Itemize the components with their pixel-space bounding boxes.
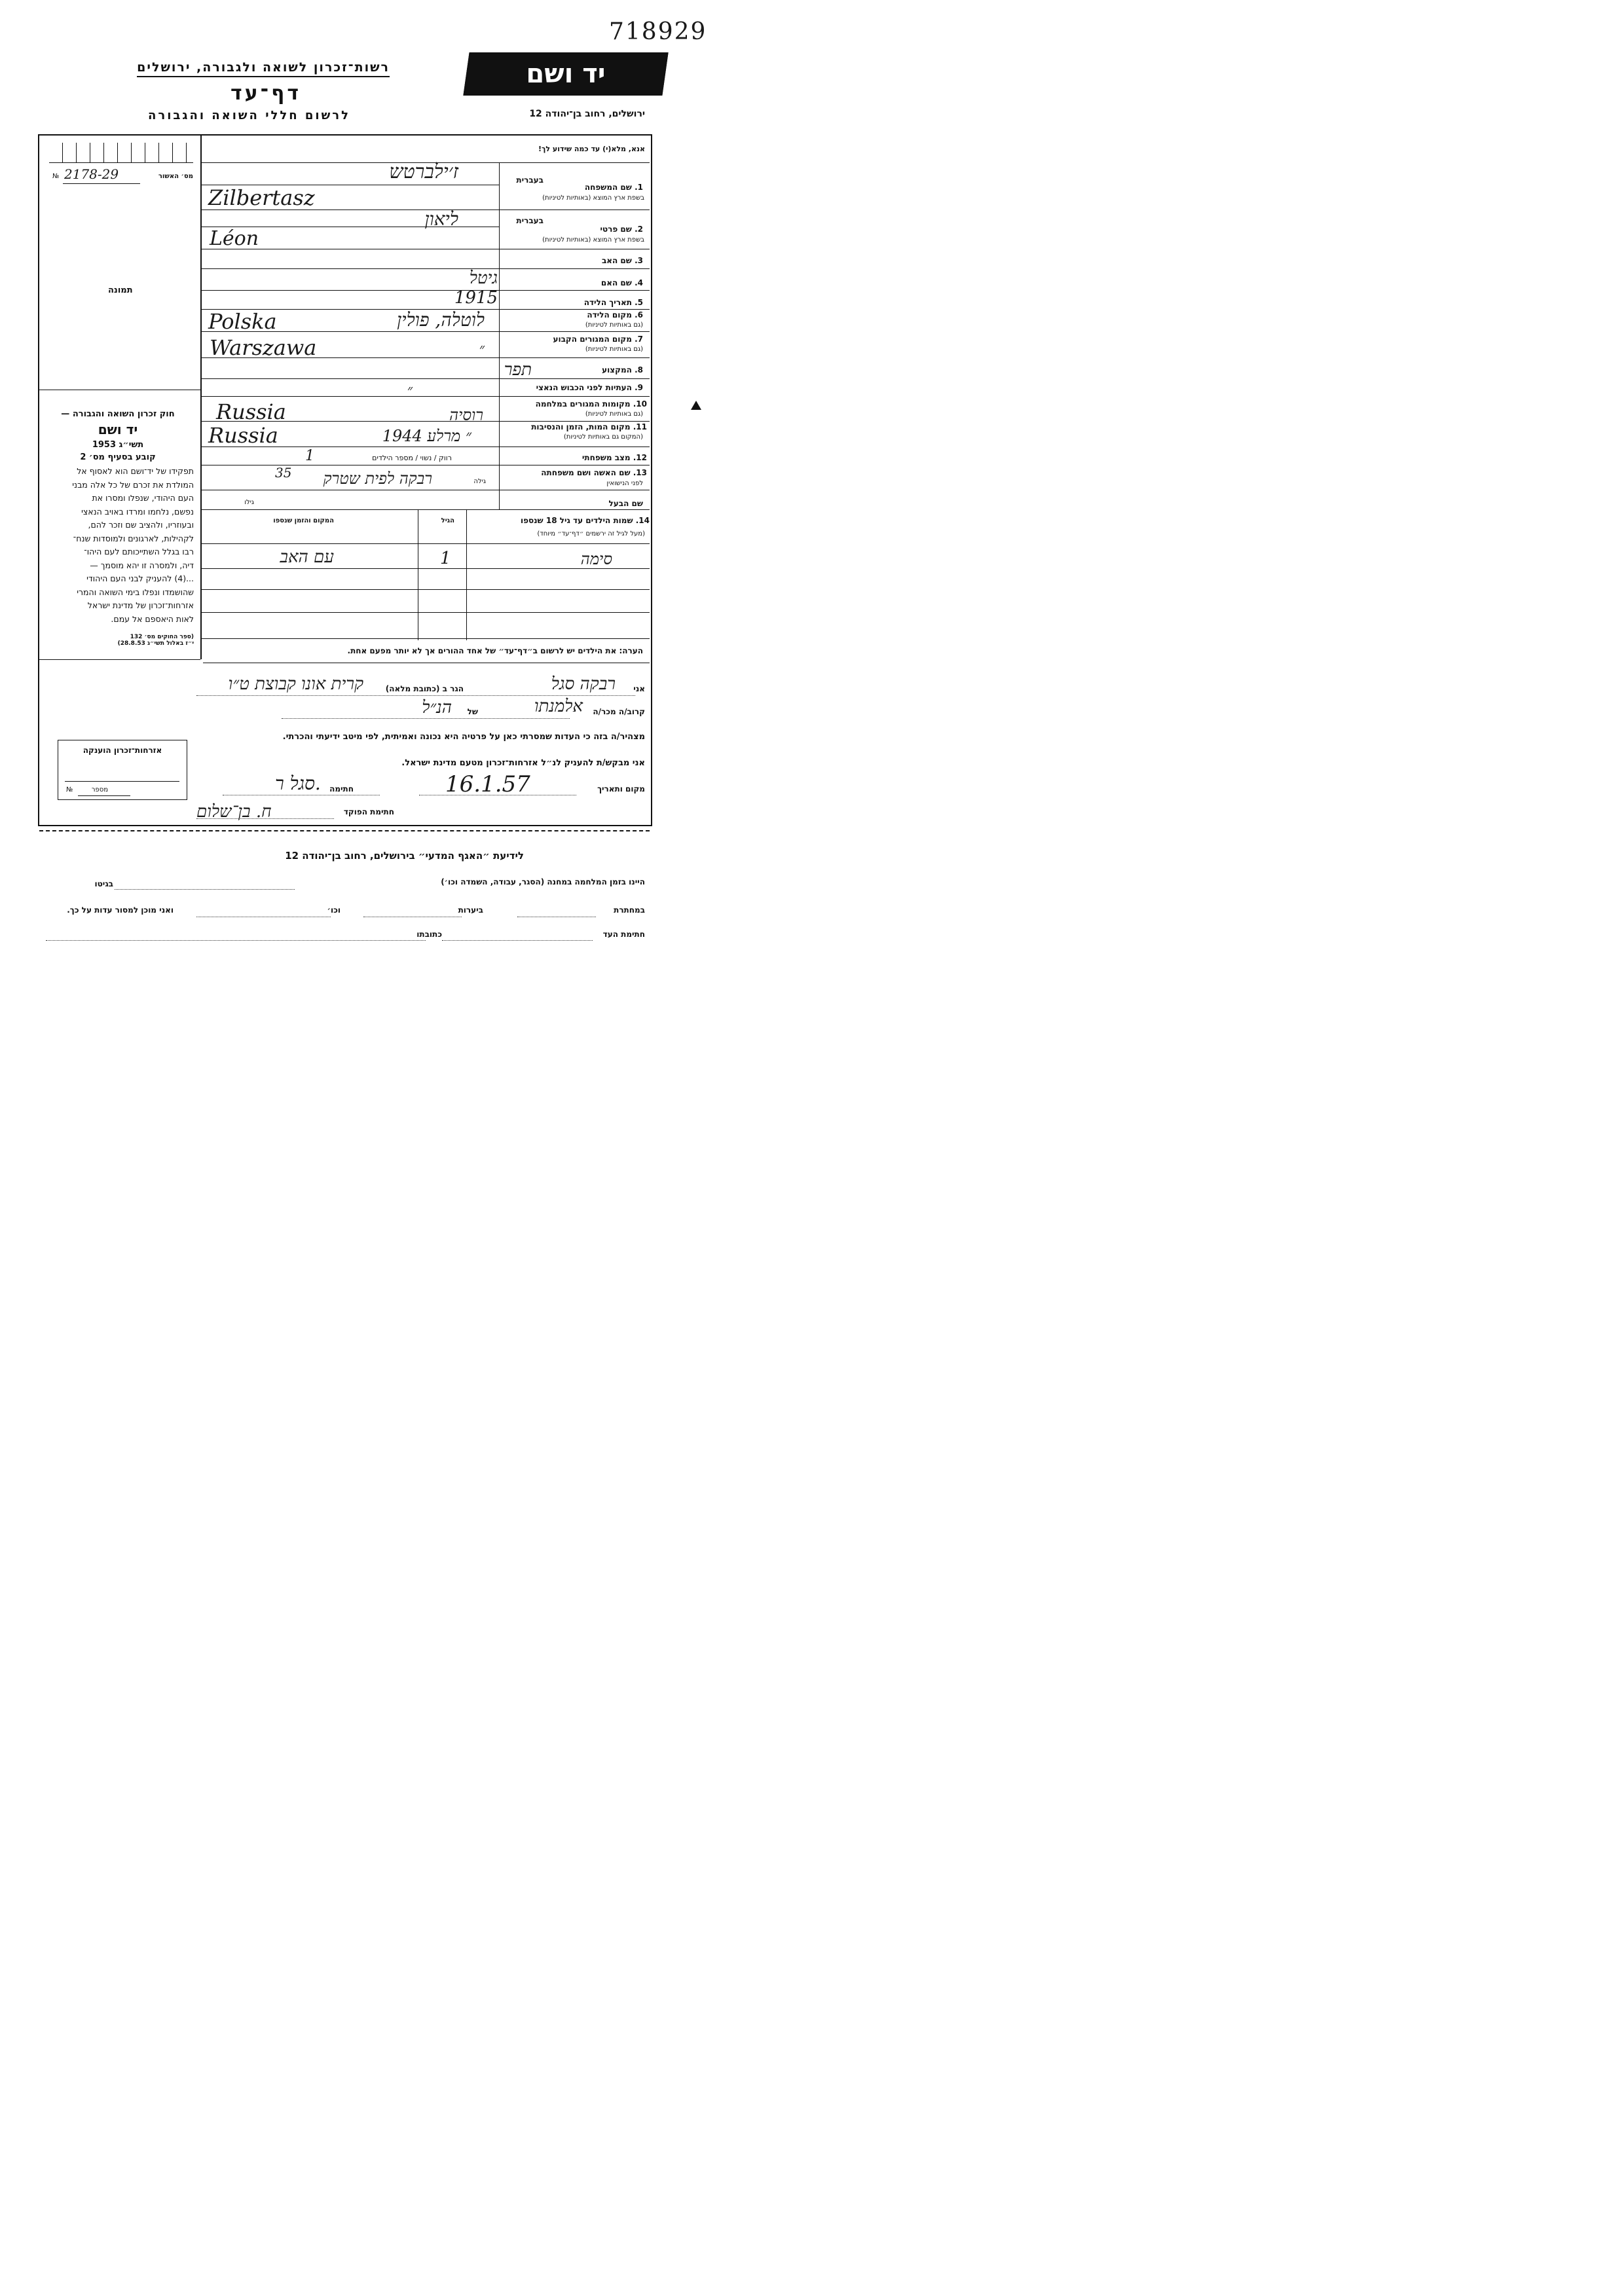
field-1-text: שם המשפחה [584, 183, 632, 192]
field-1-value-he[interactable]: ז׳ילברטש [389, 160, 458, 183]
law-line: שהושמדו ונפלו בימי השואה והמרי [77, 587, 194, 597]
row-10-line [200, 421, 650, 422]
footer-line-1: היינו בזמן המלחמה במחנה (הסגר, עבודה, השמדה וכו׳) [441, 877, 645, 886]
law-l4: קובע בסעיף מס׳ 2 [80, 452, 156, 462]
field-4-num: 4. [635, 278, 643, 287]
origin-note-1: בשפת ארץ המוצא (באותיות לטיניות) [542, 194, 644, 202]
decl-me-label: אני [633, 684, 645, 693]
sidebar-divider [200, 136, 202, 659]
footer-forests: ביערות [458, 905, 483, 915]
field-8-text: המקצוע [602, 365, 632, 374]
field-10-value-he[interactable]: רוסיה [449, 406, 483, 424]
footer-witness-sig: חתימת העד [602, 930, 645, 939]
children-title-text: שמות הילדים עד גיל 18 שנספו [520, 516, 633, 525]
approval-number[interactable]: 2178-29 [64, 166, 119, 182]
field-5-text: תאריך הלידה [583, 298, 632, 307]
row-4-line [200, 290, 650, 291]
law-line: נפשם, נלחמו ומרדו באויב הנאצי [81, 506, 194, 517]
footer-etc: וכו׳ [327, 905, 341, 915]
field-4-value[interactable]: גיטל [469, 268, 498, 288]
hebrew-label-2: בעברית [516, 216, 544, 225]
signature-value[interactable]: סגל ר. [275, 773, 321, 794]
official-signature-value[interactable]: ח. בן־שלום [196, 802, 272, 822]
decl-statement-1: מצהיר/ה בזה כי העדות שמסרתי כאן על פרטיה היא נכונה ואמיתית, לפי מיטב ידיעתי והכרתי. [282, 732, 645, 742]
decl-statement-2: אני מבקש/ת להעניק לנ״ל אזרחות־זכרון מטעם מדינת ישראל. [401, 758, 645, 768]
field-10-value-lat[interactable]: Russia [216, 399, 286, 424]
field-7-num: 7. [635, 335, 643, 344]
footer-rule [39, 830, 650, 831]
approval-label: מס׳ האשור [158, 173, 193, 180]
field-2-label [600, 225, 643, 234]
latin-note-6: (גם באותיות לטיניות) [585, 321, 643, 329]
row-7-line [200, 357, 650, 358]
footer-ghetto: בגיטו [94, 879, 113, 888]
field-11-note: (המקום גם באותיות לטיניות) [563, 433, 643, 441]
field-12-num: 12. [633, 453, 647, 462]
field-6-value-he[interactable]: לוטלה, פולין [397, 309, 485, 331]
law-ref2: י״ז באלול תשי״ג 28.8.53) [117, 640, 194, 647]
decl-line-2 [282, 718, 570, 719]
law-l1: חוק זכרון השואה והגבורה — [61, 409, 175, 419]
citizenship-box [58, 740, 187, 800]
footer-line-3a-fill [442, 940, 593, 941]
law-body [42, 465, 194, 626]
field-6-label [587, 310, 643, 319]
field-13-text: שם האשה ושם משפחתה [541, 468, 631, 477]
field-4-text: שם האם [600, 278, 632, 287]
decl-of-value[interactable]: הנ״ל [422, 698, 452, 718]
corner-id: 718929 [609, 18, 707, 45]
citizenship-title: אזרחות־זכרון הוענקה [83, 746, 162, 755]
children-note: (מעל לגיל זה ירשמים ״דף־עד״ מיוחד) [537, 530, 645, 538]
row-6-line [200, 331, 650, 332]
field-3-num: 3. [635, 256, 643, 265]
children-head-line [200, 543, 650, 544]
citizenship-number-prefix: № [66, 786, 73, 793]
field-1-num: 1. [635, 183, 643, 192]
field-12-label [582, 453, 647, 462]
photo-label: תמונה [108, 285, 133, 295]
footer-underground: במחתרת [614, 905, 645, 915]
citizenship-number-line [78, 795, 130, 796]
field-1-label [585, 183, 643, 192]
children-row-3-line [200, 612, 650, 613]
field-9-text: העתיות לפני הכבוש הנאצי [536, 383, 632, 392]
field-2-value-lat[interactable]: Léon [210, 227, 259, 250]
field-5-num: 5. [635, 298, 643, 307]
wife-age-label: גילה [473, 478, 486, 485]
field-11-value-lat[interactable]: Russia [208, 423, 278, 448]
yad-vashem-logo [463, 52, 668, 96]
doc-title: דף־עד [231, 82, 301, 105]
field-10-label [536, 399, 647, 409]
field-9-value[interactable]: ״ [407, 382, 413, 399]
field-9-num: 9. [635, 383, 643, 392]
field-2-num: 2. [635, 225, 643, 234]
official-signature-label: חתימת הפוקד [343, 807, 394, 816]
law-line: דיה, ולמסרה זו יהא מוסמך — [90, 560, 194, 570]
children-title [521, 516, 650, 525]
approval-underline [63, 183, 140, 184]
decl-residing-label: הגר ב (כתובת מלאה) [385, 684, 464, 693]
authority-line: רשות־זכרון לשואה ולגבורה, ירושלים [137, 60, 390, 77]
field-3-text: שם האב [601, 256, 632, 265]
field-7-value-lat[interactable]: Warszawa [210, 335, 317, 360]
doc-subtitle: לרשום חללי השואה והגבורה [148, 109, 350, 122]
row-8-line [200, 378, 650, 379]
latin-note-7: (גם באותיות לטיניות) [585, 346, 643, 353]
field-10-num: 10. [633, 399, 647, 409]
law-line: העם היהודי, שנפלו ומסרו את [92, 493, 194, 503]
label-divider [499, 162, 500, 509]
children-row-2-line [200, 589, 650, 590]
hebrew-label-1: בעברית [516, 175, 544, 185]
law-line: המולדת את זכרם של כל אלה מבני [72, 479, 194, 490]
field-7-label [553, 335, 644, 344]
decl-line-1 [196, 695, 635, 696]
decl-relation-label: קרוב/ה מכר/ה [593, 707, 645, 716]
official-line [196, 818, 334, 819]
field-1-value-lat[interactable]: Zilbertasz [208, 185, 315, 210]
field-11-text: מקום המות, הזמן והנסיבות [531, 422, 631, 431]
footer-witness-address: כתובתו [416, 930, 442, 939]
children-count[interactable]: 1 [305, 448, 314, 464]
date-value[interactable]: 16.1.57 [445, 771, 530, 797]
field-2-value-he[interactable]: ליאון [424, 208, 458, 230]
law-l3: תשי״ג 1953 [92, 440, 144, 450]
field-8-value[interactable]: תפר [504, 360, 532, 380]
decl-address-value[interactable]: קרית אונו קבוצת ט״ו [228, 674, 363, 694]
place-date-label: מקום ותאריך [597, 784, 645, 793]
field-7-text: מקום המגורים הקבוע [553, 335, 632, 344]
field-11-value-he[interactable]: ״ מרלע 1944 [382, 427, 471, 445]
row-11-line [200, 446, 650, 447]
children-note-footer: הערה: את הילדים יש לרשום ב״דף־עד״ של אחד ההורים אך לא יותר מפעם אחת. [347, 646, 643, 655]
form-intro: אנא, מלא(י) עד כמה שידוע לך! [538, 145, 645, 153]
child-1-age[interactable]: 1 [440, 549, 451, 568]
decl-me-value[interactable]: רבקה סגל [551, 674, 616, 694]
footer-line-1-fill [115, 889, 295, 890]
children-num: 14. [635, 516, 650, 525]
field-13-num: 13. [633, 468, 647, 477]
margin-mark-icon [691, 401, 701, 410]
law-ref1: (ספר החוקים מס׳ 132 [130, 634, 194, 640]
row-3-line [200, 268, 650, 269]
husband-label: שם הבעל [608, 499, 643, 508]
children-col-age: הגיל [441, 517, 454, 524]
decl-of-label: של [467, 707, 478, 716]
law-line: רבו בגלל השתייכותם לעם היהו־ [84, 547, 194, 556]
children-row-4-line [200, 638, 650, 639]
field-2-text: שם פרטי [600, 225, 632, 234]
marital-options: רווק / נשוי / מספר הילדים [372, 454, 452, 462]
field-6-value-lat[interactable]: Polska [208, 309, 277, 334]
logo-text: יד ושם [526, 59, 606, 89]
field-11-label [531, 422, 647, 431]
field-12-text: מצב משפחתי [581, 453, 631, 462]
signature-label: חתימה [329, 784, 354, 793]
row-14-line [200, 509, 650, 510]
latin-note-10: (גם באותיות לטיניות) [585, 410, 643, 418]
field-6-text: מקום הלידה [587, 310, 632, 319]
citizenship-rule [65, 781, 179, 782]
approval-ticks [49, 143, 193, 163]
wife-age[interactable]: 35 [275, 465, 292, 481]
child-1-name[interactable]: סימה [580, 550, 612, 568]
field-8-num: 8. [635, 365, 643, 374]
field-13-value[interactable]: רבקה לפית שטרק [323, 469, 432, 488]
law-line: ...(4) להעניק לבני העם היהודי [86, 574, 194, 583]
field-5-value[interactable]: 1915 [454, 288, 498, 308]
footer-testify: ואני מוכן למסור עדות על כך. [67, 905, 174, 915]
citizenship-number-label: מספר [91, 786, 108, 793]
address: ירושלים, רחוב בן־יהודה 12 [529, 109, 645, 119]
law-line: ובעוזריו, ולהציב שם וזכר להם, [88, 520, 194, 530]
footer-title: לידיעת ״האגף המדעי״ בירושלים, רחוב בן־יהודה 12 [285, 850, 524, 862]
field-8-label [602, 365, 643, 374]
field-11-num: 11. [633, 422, 647, 431]
decl-relation-value[interactable]: אלמנתו [534, 697, 583, 716]
approval-prefix: № [52, 173, 60, 180]
law-block [42, 409, 194, 647]
husband-age-label: גילו [244, 499, 254, 506]
field-10-text: מקומות המגורים במלחמה [535, 399, 631, 409]
child-1-place[interactable]: עם האב [280, 547, 334, 567]
field-3-label [602, 256, 643, 265]
field-5-label [584, 298, 643, 307]
law-bottom-rule [39, 659, 200, 660]
field-13-label [541, 468, 647, 477]
footer-line-3b-fill [46, 940, 426, 941]
children-col-div-1 [466, 509, 467, 640]
law-line: לאות היאספם אל עמם. [111, 613, 194, 624]
children-col-place: המקום והזמן שנספו [273, 517, 334, 524]
field-4-label [601, 278, 643, 287]
law-line: לקהילות, לארגונים ולמוסדות שנח־ [73, 533, 194, 543]
field-7-value-he[interactable]: ״ [479, 341, 485, 357]
law-line: תפקידו של יד־ושם הוא לאסוף אל [77, 466, 194, 476]
field-6-num: 6. [635, 310, 643, 319]
field-13-sublabel: לפני הנישואין [606, 480, 643, 487]
row-9-line [200, 396, 650, 397]
law-l2: יד ושם [98, 422, 138, 437]
field-9-label [536, 383, 643, 392]
law-line: אזרחות־זכרון של מדינת ישראל [87, 600, 194, 610]
origin-note-2: בשפת ארץ המוצא (באותיות לטיניות) [542, 236, 644, 244]
